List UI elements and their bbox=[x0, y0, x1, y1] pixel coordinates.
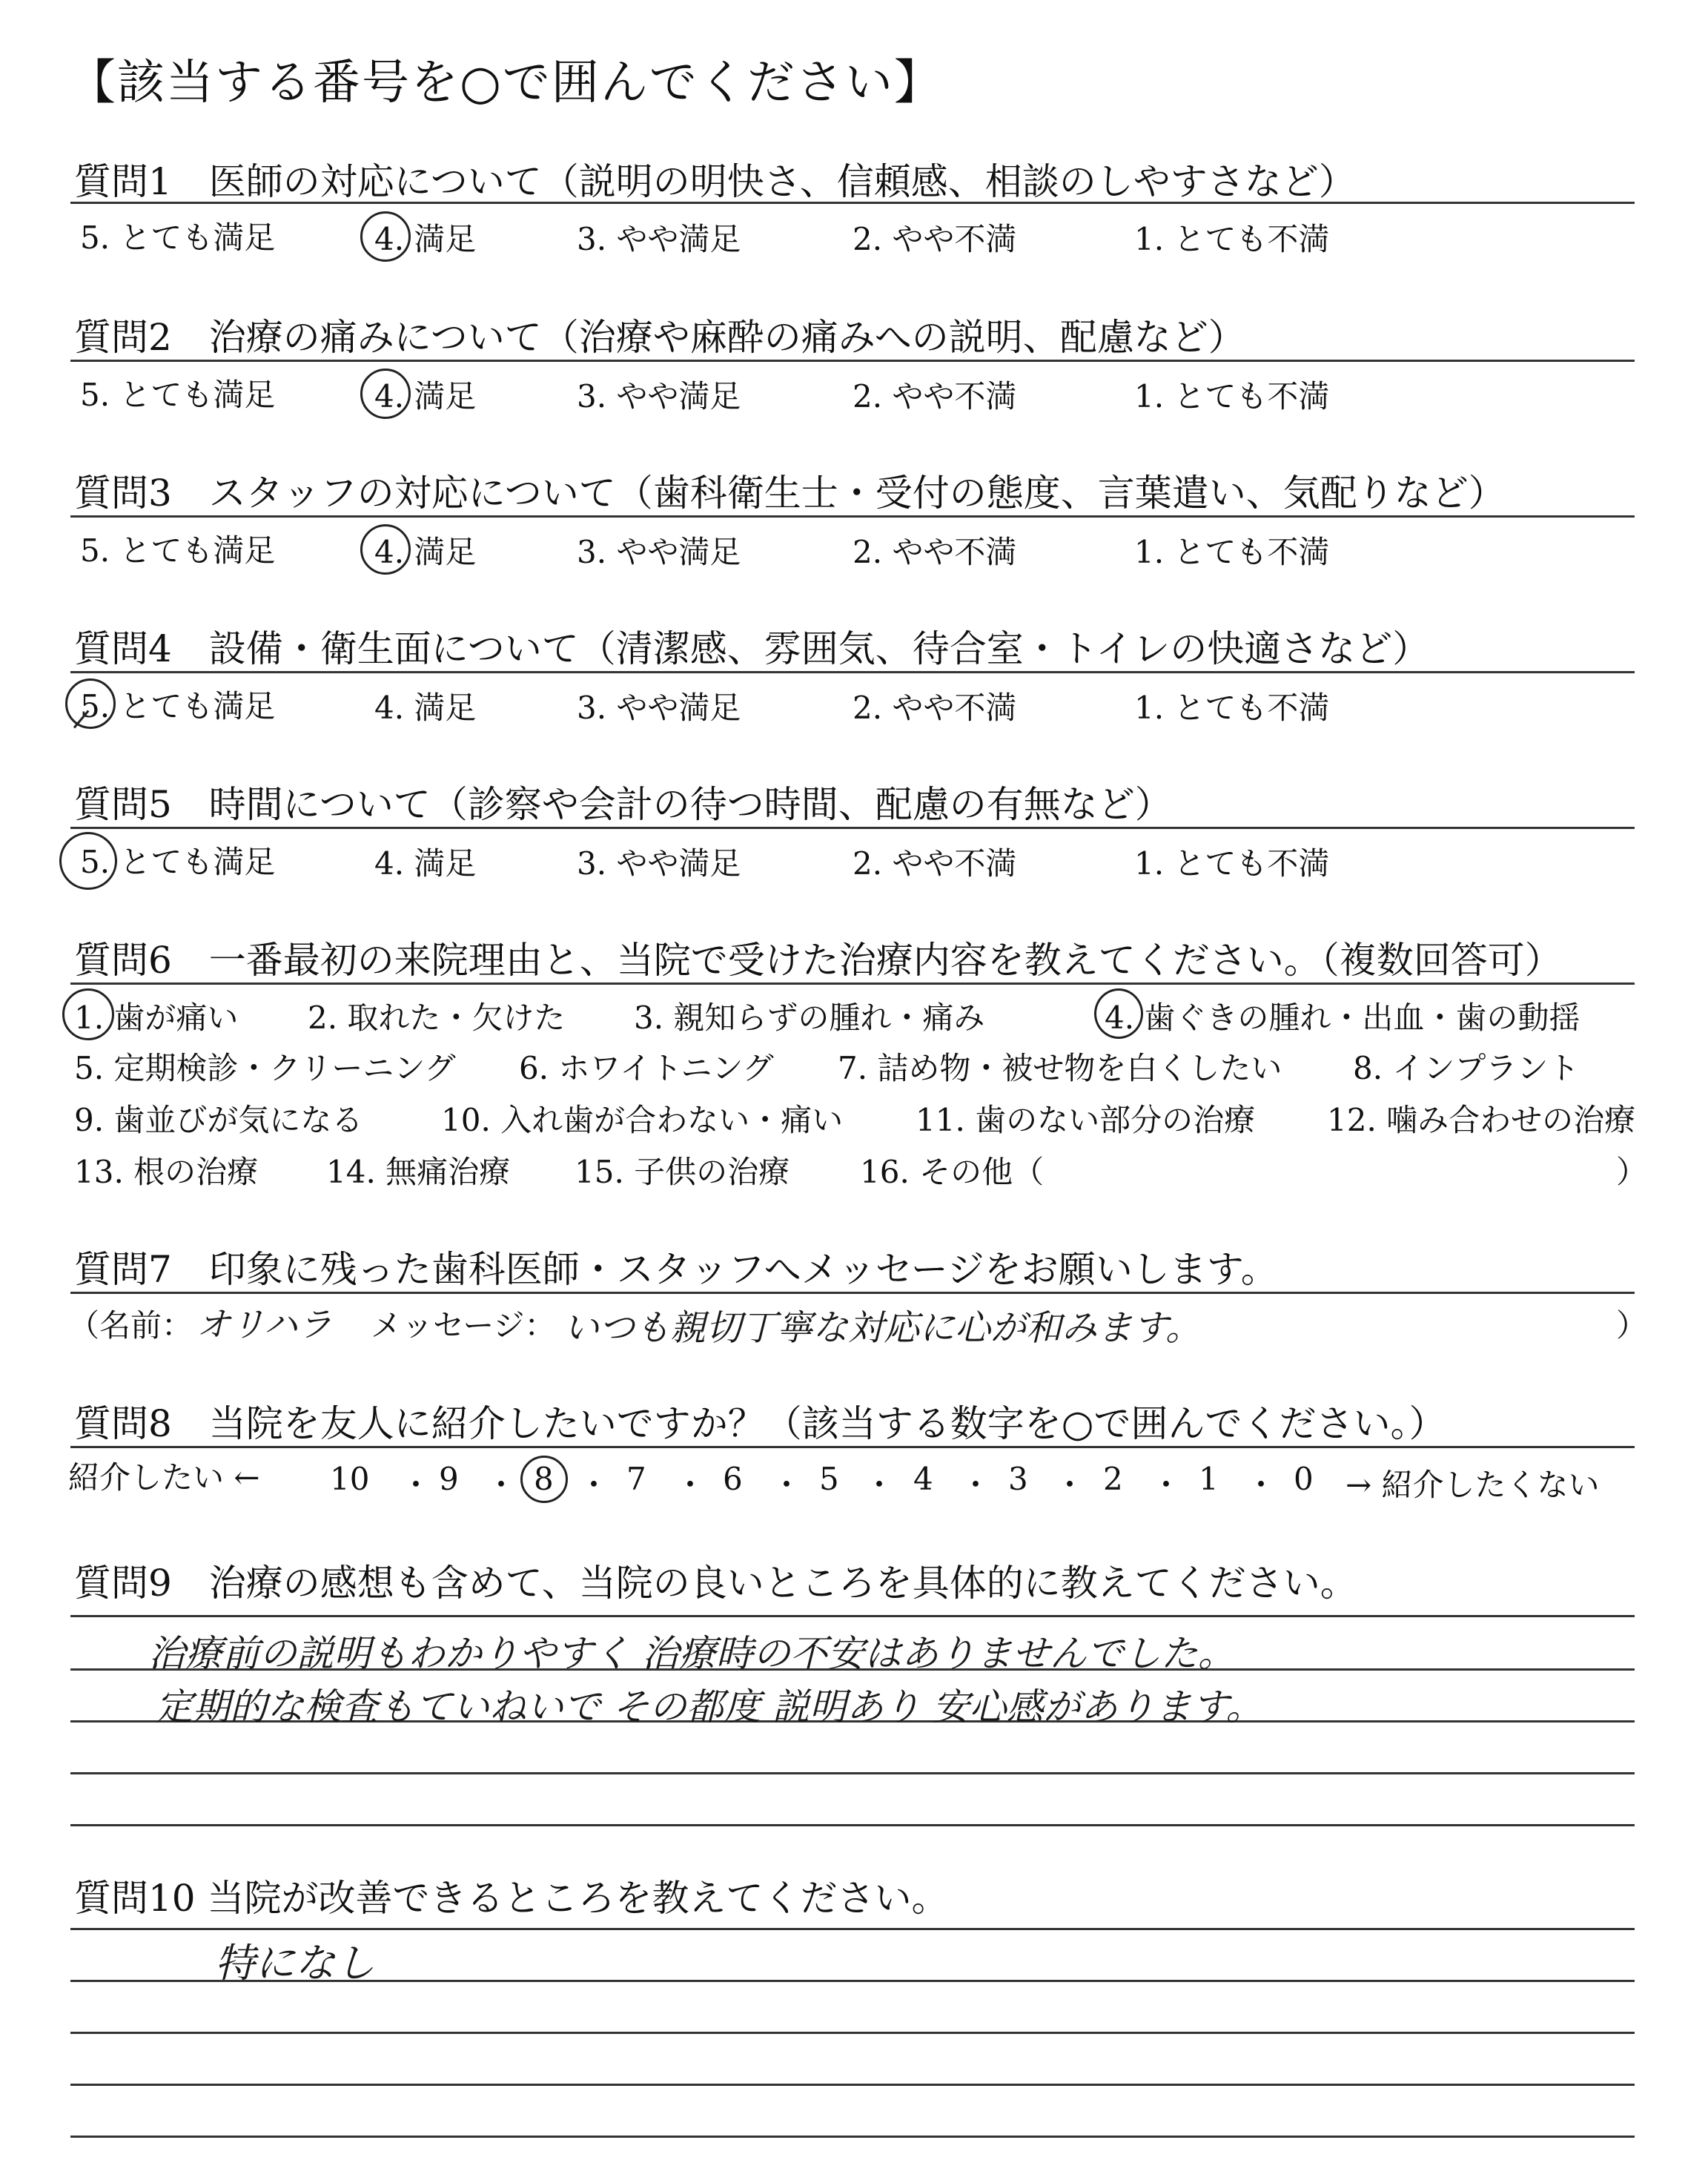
question-10-title: 質問10 当院が改善できるところを教えてください。 bbox=[74, 1877, 949, 1920]
q3-option-1[interactable]: 1. とても不満 bbox=[1134, 534, 1330, 570]
q7-message-value[interactable]: いつも親切丁寧な対応に心が和みます。 bbox=[563, 1307, 1202, 1349]
scale-dot: ・ bbox=[675, 1467, 706, 1503]
q9-answer-line-1[interactable]: 治療前の説明もわかりやすく 治療時の不安はありませんでした。 bbox=[148, 1632, 1235, 1675]
question-7-title: 質問7 印象に残った歯科医師・スタッフへメッセージをお願いします。 bbox=[74, 1248, 1278, 1291]
q6-option-7[interactable]: 7. 詰め物・被せ物を白くしたい bbox=[838, 1050, 1282, 1086]
q6-option-13[interactable]: 13. 根の治療 bbox=[74, 1154, 259, 1190]
q7-message-label: メッセージ： bbox=[371, 1307, 556, 1344]
q4-option-5[interactable]: 5. とても満足 bbox=[80, 688, 276, 724]
q6-option-5[interactable]: 5. 定期検診・クリーニング bbox=[74, 1050, 456, 1086]
q6-option-12[interactable]: 12. 噛み合わせの治療 bbox=[1327, 1102, 1636, 1138]
q6-option-4[interactable]: 4. 歯ぐきの腫れ・出血・歯の動揺 bbox=[1105, 1000, 1580, 1036]
q1-option-2[interactable]: 2. やや不満 bbox=[853, 221, 1017, 257]
scale-value-7[interactable]: 7 bbox=[626, 1461, 646, 1497]
scale-value-9[interactable]: 9 bbox=[439, 1461, 459, 1497]
referral-scale bbox=[68, 1453, 260, 1498]
question-4-title: 質問4 設備・衛生面について（清潔感、雰囲気、待合室・トイレの快適さなど） bbox=[74, 627, 1430, 670]
scale-dot: ・ bbox=[1054, 1467, 1086, 1503]
question-8-title: 質問8 当院を友人に紹介したいですか？（該当する数字を○で囲んでください。） bbox=[74, 1402, 1446, 1445]
scale-dot: ・ bbox=[1151, 1467, 1182, 1503]
answer-line bbox=[70, 1615, 1635, 1617]
q6-option-16[interactable]: 16. その他（ bbox=[860, 1154, 1045, 1190]
q6-option-11[interactable]: 11. 歯のない部分の治療 bbox=[916, 1102, 1256, 1138]
question-5-title: 質問5 時間について（診察や会計の待つ時間、配慮の有無など） bbox=[74, 783, 1172, 826]
q7-name-value[interactable]: オリハラ bbox=[196, 1304, 332, 1344]
q3-option-4[interactable]: 4. 満足 bbox=[374, 534, 477, 570]
answer-line bbox=[70, 1824, 1635, 1826]
question-2-title: 質問2 治療の痛みについて（治療や麻酔の痛みへの説明、配慮など） bbox=[74, 316, 1245, 359]
q1-option-5[interactable]: 5. とても満足 bbox=[80, 219, 276, 256]
q1-option-4[interactable]: 4. 満足 bbox=[374, 221, 477, 257]
q6-option-10[interactable]: 10. 入れ歯が合わない・痛い bbox=[441, 1102, 844, 1138]
divider bbox=[70, 1446, 1635, 1448]
answer-line bbox=[70, 1772, 1635, 1774]
q3-option-3[interactable]: 3. やや満足 bbox=[577, 534, 741, 570]
answer-line bbox=[70, 2084, 1635, 2086]
q6-option-14[interactable]: 14. 無痛治療 bbox=[326, 1154, 511, 1190]
scale-value-5[interactable]: 5 bbox=[819, 1461, 839, 1497]
q6-option-15[interactable]: 15. 子供の治療 bbox=[575, 1154, 790, 1190]
q1-option-3[interactable]: 3. やや満足 bbox=[577, 221, 741, 257]
q4-option-4[interactable]: 4. 満足 bbox=[374, 690, 477, 726]
q4-option-1[interactable]: 1. とても不満 bbox=[1134, 690, 1330, 726]
scale-dot: ・ bbox=[864, 1467, 896, 1503]
scale-dot: ・ bbox=[771, 1467, 803, 1503]
answer-line bbox=[70, 2136, 1635, 2138]
question-1-title: 質問1 医師の対応について（説明の明快さ、信頼感、相談のしやすさなど） bbox=[74, 160, 1356, 203]
q5-option-4[interactable]: 4. 満足 bbox=[374, 845, 477, 882]
divider bbox=[70, 827, 1635, 829]
q3-option-2[interactable]: 2. やや不満 bbox=[853, 534, 1017, 570]
q10-answer-line-1[interactable]: 特になし bbox=[215, 1940, 375, 1986]
scale-dot: ・ bbox=[400, 1467, 432, 1503]
scale-value-6[interactable]: 6 bbox=[723, 1461, 743, 1497]
answer-line bbox=[70, 2032, 1635, 2034]
divider bbox=[70, 515, 1635, 518]
divider bbox=[70, 1292, 1635, 1294]
q5-option-2[interactable]: 2. やや不満 bbox=[853, 845, 1017, 882]
divider bbox=[70, 202, 1635, 204]
divider bbox=[70, 360, 1635, 362]
scale-value-8[interactable]: 8 bbox=[534, 1461, 554, 1497]
page-title: 【該当する番号を○で囲んでください】 bbox=[68, 56, 943, 110]
q6-option-6[interactable]: 6. ホワイトニング bbox=[519, 1050, 774, 1086]
q7-name-label: （名前： bbox=[68, 1307, 193, 1344]
scale-dot: ・ bbox=[1245, 1467, 1277, 1503]
q9-answer-line-2[interactable]: 定期的な検査もていねいで その都度 説明あり 安心感があります。 bbox=[156, 1685, 1263, 1728]
q6-option-9[interactable]: 9. 歯並びが気になる bbox=[74, 1102, 363, 1138]
q3-option-5[interactable]: 5. とても満足 bbox=[80, 532, 276, 569]
scale-value-2[interactable]: 2 bbox=[1103, 1461, 1123, 1497]
q1-option-1[interactable]: 1. とても不満 bbox=[1134, 221, 1330, 257]
q6-option-8[interactable]: 8. インプラント bbox=[1353, 1050, 1580, 1086]
q6-other-close-paren: ） bbox=[1616, 1154, 1648, 1190]
scale-right-label: → 紹介したくない bbox=[1345, 1467, 1600, 1503]
q5-option-3[interactable]: 3. やや満足 bbox=[577, 845, 741, 882]
question-9-title: 質問9 治療の感想も含めて、当院の良いところを具体的に教えてください。 bbox=[74, 1562, 1357, 1605]
scale-dot: ・ bbox=[578, 1467, 610, 1503]
q4-option-2[interactable]: 2. やや不満 bbox=[853, 690, 1017, 726]
answer-line bbox=[70, 1928, 1635, 1930]
scale-left-label: 紹介したい ← bbox=[68, 1459, 260, 1496]
q2-option-2[interactable]: 2. やや不満 bbox=[853, 378, 1017, 415]
q6-option-3[interactable]: 3. 親知らずの腫れ・痛み bbox=[634, 1000, 985, 1036]
scale-dot: ・ bbox=[486, 1467, 517, 1503]
q2-option-5[interactable]: 5. とても満足 bbox=[80, 377, 276, 413]
divider bbox=[70, 982, 1635, 985]
scale-value-3[interactable]: 3 bbox=[1008, 1461, 1028, 1497]
q6-option-1[interactable]: 1. 歯が痛い bbox=[74, 1000, 239, 1036]
q2-option-3[interactable]: 3. やや満足 bbox=[577, 378, 741, 415]
q2-option-4[interactable]: 4. 満足 bbox=[374, 378, 477, 415]
q7-close-paren: ） bbox=[1616, 1307, 1648, 1344]
scale-value-4[interactable]: 4 bbox=[913, 1461, 933, 1497]
scale-dot: ・ bbox=[960, 1467, 992, 1503]
q4-option-3[interactable]: 3. やや満足 bbox=[577, 690, 741, 726]
q6-option-2[interactable]: 2. 取れた・欠けた bbox=[308, 1000, 566, 1036]
divider bbox=[70, 671, 1635, 673]
q5-option-1[interactable]: 1. とても不満 bbox=[1134, 845, 1330, 882]
q2-option-1[interactable]: 1. とても不満 bbox=[1134, 378, 1330, 415]
scale-value-0[interactable]: 0 bbox=[1294, 1461, 1314, 1497]
question-3-title: 質問3 スタッフの対応について（歯科衛生士・受付の態度、言葉遣い、気配りなど） bbox=[74, 472, 1506, 515]
q5-option-5[interactable]: 5. とても満足 bbox=[80, 844, 276, 880]
scale-value-1[interactable]: 1 bbox=[1199, 1461, 1219, 1497]
scale-value-10[interactable]: 10 bbox=[330, 1461, 370, 1497]
question-6-title: 質問6 一番最初の来院理由と、当院で受けた治療内容を教えてください。（複数回答可） bbox=[74, 939, 1562, 982]
